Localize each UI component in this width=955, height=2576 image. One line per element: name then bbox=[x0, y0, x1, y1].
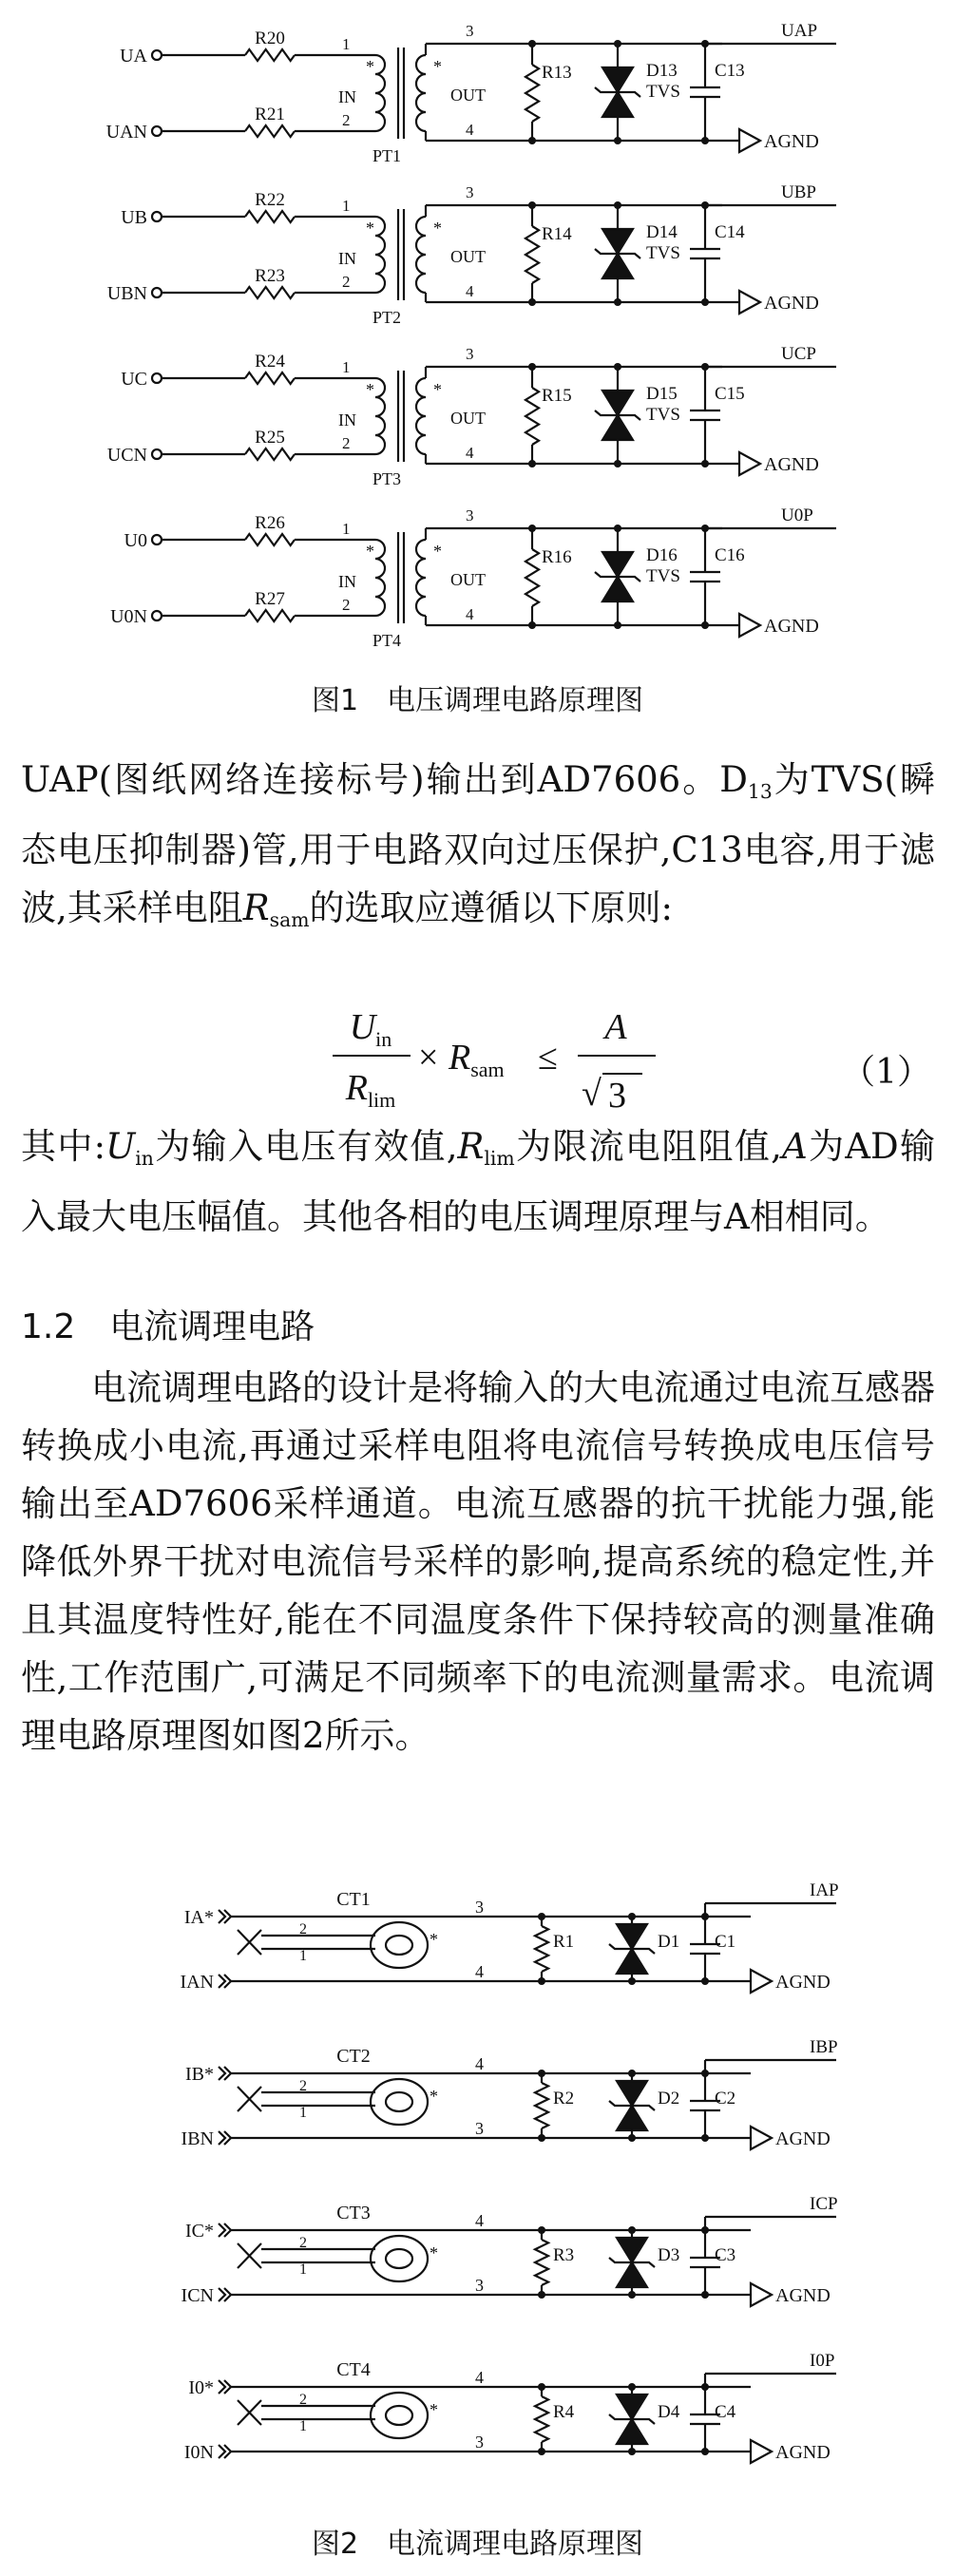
pin-2: 2 bbox=[342, 434, 351, 452]
label-out: OUT bbox=[450, 86, 486, 105]
ct-toroid bbox=[371, 2236, 428, 2281]
agnd-label: AGND bbox=[764, 293, 819, 314]
agnd-symbol bbox=[739, 614, 819, 637]
resistor-R13 bbox=[525, 65, 539, 122]
tvs-lower bbox=[617, 2262, 647, 2287]
current-channel-2 bbox=[181, 2037, 838, 2149]
label-R25: R25 bbox=[255, 428, 285, 448]
eq-rhs-den: 3 bbox=[608, 1076, 626, 1116]
resistor-R25 bbox=[245, 448, 295, 460]
output-label-IBP: IBP bbox=[810, 2037, 838, 2057]
paragraph-2 bbox=[21, 1117, 935, 1246]
output-label-IAP: IAP bbox=[810, 1880, 839, 1900]
pin-2: 2 bbox=[299, 1921, 307, 1937]
pin-2: 2 bbox=[299, 2392, 307, 2408]
input-arrow bbox=[219, 2067, 225, 2080]
ct-core bbox=[386, 1936, 412, 1955]
tvs-lower bbox=[602, 415, 633, 440]
svg-text:Rsam bbox=[448, 1038, 505, 1081]
pin-bottom: 3 bbox=[475, 2433, 484, 2452]
dot-mark: * bbox=[366, 57, 374, 76]
junction-dot bbox=[628, 1977, 636, 1985]
capacitor-C14 bbox=[690, 205, 720, 302]
dot-mark: * bbox=[366, 380, 374, 399]
input-label-UA: UA bbox=[120, 46, 147, 67]
primary-coil bbox=[375, 378, 385, 454]
tvs-D4 bbox=[609, 2387, 655, 2452]
label-R20: R20 bbox=[255, 29, 285, 48]
input-label-IA*: IA* bbox=[183, 1907, 214, 1928]
tvs-lower bbox=[617, 2419, 647, 2444]
para1-text-a: UAP(图纸网络连接标号)输出到AD7606。D bbox=[21, 759, 748, 800]
secondary-coil bbox=[416, 55, 426, 131]
pin-3: 3 bbox=[466, 506, 474, 525]
input-terminal bbox=[152, 288, 162, 297]
para1-sub-r: sam bbox=[269, 908, 310, 932]
input-label-IAN: IAN bbox=[180, 1972, 214, 1993]
para2-text-b: 为输入电压有效值, bbox=[153, 1126, 458, 1167]
pin-2: 2 bbox=[342, 596, 351, 614]
para2-text-a: 其中: bbox=[21, 1126, 106, 1167]
agnd-symbol bbox=[739, 291, 819, 314]
resistor-R26 bbox=[245, 534, 295, 545]
agnd-symbol bbox=[751, 2283, 831, 2306]
resistor-R24 bbox=[245, 372, 295, 384]
output-label-UCP: UCP bbox=[781, 344, 816, 364]
tvs-D2 bbox=[609, 2073, 655, 2138]
pin-1: 1 bbox=[342, 520, 351, 538]
junction-dot bbox=[614, 298, 621, 306]
current-channel-4 bbox=[184, 2351, 836, 2463]
pin-bottom: 3 bbox=[475, 2276, 484, 2295]
tvs-upper bbox=[617, 2395, 647, 2419]
label-R14: R14 bbox=[542, 224, 572, 244]
resistor-R14 bbox=[525, 226, 539, 283]
voltage-channel-2 bbox=[107, 182, 836, 327]
input-label-IC*: IC* bbox=[185, 2221, 214, 2242]
pin-bottom: 4 bbox=[475, 1962, 484, 1981]
input-arrow bbox=[219, 2380, 225, 2394]
pin-top: 4 bbox=[475, 2054, 484, 2073]
output-label-U0P: U0P bbox=[781, 506, 813, 525]
tvs-upper bbox=[602, 391, 633, 415]
pin-4: 4 bbox=[466, 605, 474, 623]
eq-den-sub: lim bbox=[367, 1088, 396, 1112]
pin-2: 2 bbox=[342, 111, 351, 129]
figure1-caption: 图1 电压调理电路原理图 bbox=[311, 684, 644, 717]
ct-core bbox=[386, 2092, 412, 2111]
pin-3: 3 bbox=[466, 345, 474, 363]
current-channel-3 bbox=[181, 2194, 838, 2306]
junction-dot bbox=[701, 460, 709, 467]
paragraph-3: 电流调理电路的设计是将输入的大电流通过电流互感器转换成小电流,再通过采样电阻将电流信号转换成电压信号输出至AD7606采样通道。电流互感器的抗干扰能力强,能降低外界干扰对电流信号采样的影响,提高系统的稳定性,并且其温度特性好,能在不同温度条件下保持较高的测量准确性,工作范围广,可满足不同频率下的电流测量需求。电流调理电路原理图如图2所示。 bbox=[21, 1367, 935, 1756]
tvs-D14 bbox=[595, 205, 640, 302]
junction-dot bbox=[628, 1913, 636, 1920]
input-label-IB*: IB* bbox=[185, 2064, 214, 2085]
label-in: IN bbox=[338, 87, 356, 106]
pin-1: 1 bbox=[342, 358, 351, 376]
para2-sub-u: in bbox=[135, 1147, 154, 1171]
label-R24: R24 bbox=[255, 352, 285, 372]
dot-mark: * bbox=[433, 57, 442, 76]
pin-2: 2 bbox=[342, 273, 351, 291]
label-R2: R2 bbox=[553, 2089, 575, 2109]
current-channel-1 bbox=[180, 1880, 838, 1993]
pin-1: 1 bbox=[299, 1948, 307, 1964]
agnd-triangle bbox=[751, 2440, 772, 2463]
resistor-R4 bbox=[535, 2396, 548, 2442]
pin-top: 4 bbox=[475, 2211, 484, 2230]
agnd-symbol bbox=[751, 2440, 831, 2463]
junction-dot bbox=[628, 2134, 636, 2142]
secondary-coil bbox=[416, 217, 426, 293]
pin-1: 1 bbox=[342, 197, 351, 215]
para2-var-r: R bbox=[457, 1126, 485, 1167]
label-C16: C16 bbox=[715, 545, 745, 565]
eq-mid-var: R bbox=[449, 1038, 471, 1078]
label-PT1: PT1 bbox=[372, 146, 402, 165]
resistor-R27 bbox=[245, 610, 295, 621]
agnd-triangle bbox=[739, 291, 760, 314]
tvs-upper bbox=[602, 67, 633, 92]
agnd-label: AGND bbox=[775, 2285, 831, 2306]
dot-mark: * bbox=[430, 2400, 438, 2419]
tvs-upper bbox=[617, 2238, 647, 2262]
agnd-symbol bbox=[751, 2127, 831, 2149]
input-label-UC: UC bbox=[121, 369, 147, 390]
dot-mark: * bbox=[430, 2087, 438, 2106]
label-D1: D1 bbox=[658, 1932, 680, 1952]
input-arrow bbox=[219, 2288, 225, 2301]
label-R27: R27 bbox=[255, 589, 285, 609]
dot-mark: * bbox=[433, 219, 442, 238]
tvs-upper bbox=[602, 229, 633, 254]
figure2-caption: 图2 电流调理电路原理图 bbox=[311, 2528, 644, 2561]
ct-toroid bbox=[371, 2079, 428, 2125]
junction-dot bbox=[701, 137, 709, 144]
junction-dot bbox=[628, 2448, 636, 2455]
junction-dot bbox=[701, 298, 709, 306]
label-R15: R15 bbox=[542, 386, 572, 406]
resistor-R15 bbox=[525, 388, 539, 445]
tvs-lower bbox=[617, 2106, 647, 2130]
resistor-R20 bbox=[245, 49, 295, 61]
para2-text-d: 为AD输入最大电压幅值。其他各相的电压调理原理与A相相同。 bbox=[21, 1126, 935, 1238]
para2-var-a: A bbox=[781, 1126, 808, 1167]
label-CT3: CT3 bbox=[336, 2203, 371, 2223]
label-C1: C1 bbox=[715, 1932, 736, 1952]
input-terminal bbox=[152, 212, 162, 221]
agnd-label: AGND bbox=[775, 2128, 831, 2149]
eq-mid-sub: sam bbox=[470, 1058, 505, 1081]
label-D2: D2 bbox=[658, 2089, 680, 2109]
label-D14: D14 bbox=[646, 222, 678, 242]
input-terminal bbox=[152, 50, 162, 60]
dot-mark: * bbox=[430, 1930, 438, 1949]
agnd-label: AGND bbox=[764, 616, 819, 637]
resistor-R21 bbox=[245, 125, 295, 137]
voltage-conditioning-schematic bbox=[0, 0, 955, 670]
resistor-R23 bbox=[245, 287, 295, 298]
label-C4: C4 bbox=[715, 2402, 736, 2422]
capacitor-C13 bbox=[690, 44, 720, 141]
junction-dot bbox=[628, 2226, 636, 2234]
eq-le: ≤ bbox=[538, 1038, 558, 1078]
pin-1: 1 bbox=[299, 2261, 307, 2278]
secondary-coil bbox=[416, 540, 426, 616]
section-title: 电流调理电路 bbox=[109, 1307, 315, 1346]
junction-dot bbox=[701, 2448, 709, 2455]
para2-sub-r: lim bbox=[484, 1147, 515, 1171]
pin-1: 1 bbox=[342, 35, 351, 53]
label-CT1: CT1 bbox=[336, 1889, 371, 1910]
section-number: 1.2 bbox=[21, 1307, 76, 1346]
junction-dot bbox=[614, 363, 621, 371]
input-arrow bbox=[219, 1910, 225, 1923]
agnd-triangle bbox=[751, 2127, 772, 2149]
pin-4: 4 bbox=[466, 282, 474, 300]
eq-den-var: R bbox=[345, 1068, 368, 1108]
output-label-UBP: UBP bbox=[781, 182, 816, 202]
label-PT4: PT4 bbox=[372, 631, 402, 650]
dot-mark: * bbox=[366, 219, 374, 238]
label-D4: D4 bbox=[658, 2402, 680, 2422]
input-label-UAN: UAN bbox=[105, 122, 147, 143]
label-tvs: TVS bbox=[646, 566, 680, 586]
dot-mark: * bbox=[433, 542, 442, 561]
label-CT2: CT2 bbox=[336, 2046, 371, 2067]
label-R1: R1 bbox=[553, 1932, 575, 1952]
label-R21: R21 bbox=[255, 105, 285, 124]
ct-core bbox=[386, 2249, 412, 2268]
label-in: IN bbox=[338, 572, 356, 591]
section-heading bbox=[21, 1300, 315, 1348]
dot-mark: * bbox=[366, 542, 374, 561]
eq-num-var: U bbox=[349, 1007, 376, 1047]
label-C15: C15 bbox=[715, 384, 745, 404]
input-terminal bbox=[152, 535, 162, 544]
junction-dot bbox=[614, 40, 621, 48]
para2-var-u: U bbox=[105, 1126, 136, 1167]
input-arrow bbox=[219, 2223, 225, 2237]
label-D15: D15 bbox=[646, 384, 678, 404]
junction-dot bbox=[628, 2383, 636, 2391]
ct-toroid bbox=[371, 1922, 428, 1968]
para1-text-c: 的选取应遵循以下原则: bbox=[309, 887, 673, 929]
junction-dot bbox=[628, 2070, 636, 2077]
label-in: IN bbox=[338, 249, 356, 268]
primary-coil bbox=[375, 217, 385, 293]
output-label-ICP: ICP bbox=[810, 2194, 838, 2214]
tvs-upper bbox=[602, 552, 633, 577]
voltage-channel-1 bbox=[106, 21, 836, 165]
resistor-R3 bbox=[535, 2240, 548, 2285]
svg-text:Uin bbox=[350, 1007, 392, 1051]
para2-text-c: 为限流电阻阻值, bbox=[514, 1126, 782, 1167]
tvs-upper bbox=[617, 2081, 647, 2106]
secondary-coil bbox=[416, 378, 426, 454]
input-terminal bbox=[152, 126, 162, 136]
voltage-channel-3 bbox=[107, 344, 836, 488]
label-R3: R3 bbox=[553, 2245, 575, 2265]
pin-4: 4 bbox=[466, 444, 474, 462]
junction-dot bbox=[614, 525, 621, 532]
junction-dot bbox=[628, 2291, 636, 2299]
label-tvs: TVS bbox=[646, 82, 680, 102]
junction-dot bbox=[701, 2291, 709, 2299]
label-C2: C2 bbox=[715, 2089, 736, 2109]
input-label-ICN: ICN bbox=[181, 2285, 214, 2306]
tvs-D15 bbox=[595, 367, 640, 464]
label-in: IN bbox=[338, 410, 356, 429]
agnd-triangle bbox=[739, 129, 760, 152]
resistor-R2 bbox=[535, 2083, 548, 2128]
ct-toroid bbox=[371, 2393, 428, 2438]
label-D16: D16 bbox=[646, 545, 678, 565]
junction-dot bbox=[614, 201, 621, 209]
input-label-UB: UB bbox=[121, 207, 147, 228]
input-arrow bbox=[219, 2445, 225, 2458]
input-label-UCN: UCN bbox=[106, 445, 147, 466]
ct-core bbox=[386, 2406, 412, 2425]
pin-3: 3 bbox=[466, 22, 474, 40]
label-R26: R26 bbox=[255, 513, 285, 533]
tvs-lower bbox=[602, 254, 633, 278]
label-R13: R13 bbox=[542, 63, 572, 83]
capacitor-C16 bbox=[690, 528, 720, 625]
tvs-D13 bbox=[595, 44, 640, 141]
para1-sub-a: 13 bbox=[747, 780, 773, 804]
agnd-label: AGND bbox=[775, 1972, 831, 1993]
pin-3: 3 bbox=[466, 183, 474, 201]
label-tvs: TVS bbox=[646, 243, 680, 263]
agnd-symbol bbox=[739, 129, 819, 152]
pin-1: 1 bbox=[299, 2105, 307, 2121]
eq-num-sub: in bbox=[375, 1027, 392, 1051]
tvs-lower bbox=[602, 577, 633, 601]
label-PT2: PT2 bbox=[372, 308, 402, 327]
capacitor-C15 bbox=[690, 367, 720, 464]
para1-text-b: 为TVS(瞬态电压抑制器)管,用于电路双向过压保护,C13电容,用于滤波,其采样电阻 bbox=[21, 759, 935, 929]
pin-1: 1 bbox=[299, 2418, 307, 2434]
junction-dot bbox=[701, 2134, 709, 2142]
tvs-lower bbox=[602, 92, 633, 117]
primary-coil bbox=[375, 55, 385, 131]
primary-coil bbox=[375, 540, 385, 616]
pin-4: 4 bbox=[466, 121, 474, 139]
input-terminal bbox=[152, 611, 162, 620]
pin-2: 2 bbox=[299, 2235, 307, 2251]
input-arrow bbox=[219, 2131, 225, 2145]
agnd-label: AGND bbox=[764, 454, 819, 475]
agnd-triangle bbox=[751, 2283, 772, 2306]
input-label-I0N: I0N bbox=[183, 2442, 214, 2463]
resistor-R1 bbox=[535, 1926, 548, 1972]
tvs-D1 bbox=[609, 1917, 655, 1981]
eq-root: √ bbox=[582, 1074, 602, 1114]
label-out: OUT bbox=[450, 409, 486, 428]
label-C14: C14 bbox=[715, 222, 745, 242]
input-label-IBN: IBN bbox=[181, 2128, 214, 2149]
output-label-UAP: UAP bbox=[781, 21, 818, 41]
agnd-triangle bbox=[739, 614, 760, 637]
label-out: OUT bbox=[450, 570, 486, 589]
dot-mark: * bbox=[430, 2243, 438, 2262]
output-label-I0P: I0P bbox=[810, 2351, 835, 2371]
agnd-triangle bbox=[739, 452, 760, 475]
label-D3: D3 bbox=[658, 2245, 680, 2265]
tvs-D3 bbox=[609, 2230, 655, 2295]
input-arrow bbox=[219, 1975, 225, 1988]
input-label-UBN: UBN bbox=[106, 283, 147, 304]
agnd-triangle bbox=[751, 1970, 772, 1993]
junction-dot bbox=[701, 621, 709, 629]
input-label-U0N: U0N bbox=[110, 606, 147, 627]
agnd-label: AGND bbox=[764, 131, 819, 152]
pin-top: 3 bbox=[475, 1898, 484, 1917]
eq-rhs-num: A bbox=[604, 1007, 627, 1047]
label-R23: R23 bbox=[255, 266, 285, 286]
input-label-U0: U0 bbox=[124, 530, 147, 551]
label-tvs: TVS bbox=[646, 405, 680, 425]
tvs-D16 bbox=[595, 528, 640, 625]
label-R16: R16 bbox=[542, 547, 572, 567]
label-R22: R22 bbox=[255, 190, 285, 210]
input-terminal bbox=[152, 373, 162, 383]
label-C3: C3 bbox=[715, 2245, 736, 2265]
dot-mark: * bbox=[433, 380, 442, 399]
agnd-symbol bbox=[751, 1970, 831, 1993]
resistor-R22 bbox=[245, 211, 295, 222]
input-label-I0*: I0* bbox=[188, 2377, 214, 2398]
pin-top: 4 bbox=[475, 2368, 484, 2387]
current-conditioning-schematic bbox=[0, 1858, 955, 2504]
label-D13: D13 bbox=[646, 61, 678, 81]
junction-dot bbox=[614, 621, 621, 629]
input-terminal bbox=[152, 449, 162, 459]
label-R4: R4 bbox=[553, 2402, 575, 2422]
junction-dot bbox=[701, 1977, 709, 1985]
para1-var-r: R bbox=[242, 887, 270, 929]
pin-bottom: 3 bbox=[475, 2119, 484, 2138]
agnd-symbol bbox=[739, 452, 819, 475]
tvs-upper bbox=[617, 1924, 647, 1949]
pin-2: 2 bbox=[299, 2078, 307, 2094]
eq-times: × bbox=[418, 1038, 439, 1078]
label-C13: C13 bbox=[715, 61, 745, 81]
label-out: OUT bbox=[450, 247, 486, 266]
voltage-channel-4 bbox=[110, 506, 836, 650]
junction-dot bbox=[614, 137, 621, 144]
label-CT4: CT4 bbox=[336, 2359, 371, 2380]
svg-text:Rlim bbox=[345, 1068, 396, 1112]
equation-number: （1） bbox=[841, 1053, 931, 1092]
paragraph-1 bbox=[21, 751, 935, 949]
junction-dot bbox=[614, 460, 621, 467]
tvs-lower bbox=[617, 1949, 647, 1974]
resistor-R16 bbox=[525, 549, 539, 606]
agnd-label: AGND bbox=[775, 2442, 831, 2463]
label-PT3: PT3 bbox=[372, 469, 402, 488]
